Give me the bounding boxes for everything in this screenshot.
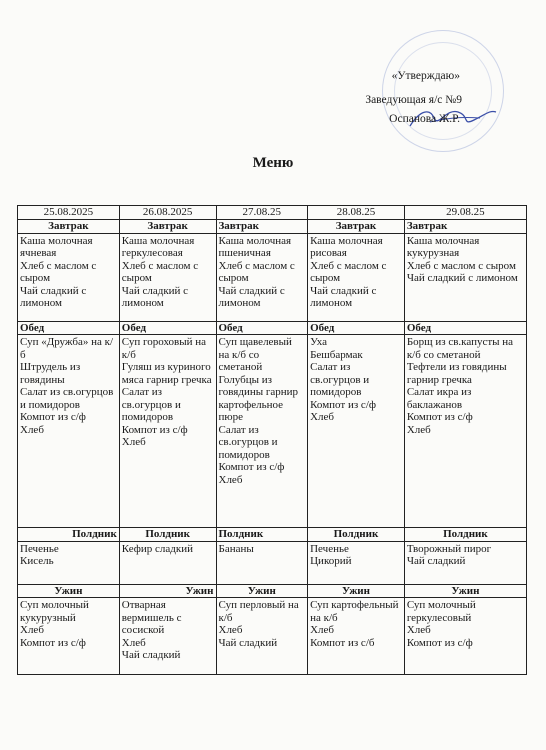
meal-label: Обед (18, 321, 120, 335)
menu-item: Хлеб (310, 411, 335, 423)
menu-item: Суп «Дружба» на к/б (20, 336, 114, 361)
menu-cell (18, 598, 120, 675)
menu-item: Штрудель из говядины (20, 361, 81, 386)
menu-item: Уха (310, 336, 328, 348)
menu-item: Голубцы из говядины гарнир картофельное пюре (218, 373, 299, 423)
menu-cell (216, 541, 308, 584)
menu-cell (404, 598, 526, 675)
menu-cell (404, 541, 526, 584)
meal-label: Завтрак (18, 220, 120, 234)
menu-item: Компот из с/ф (406, 636, 473, 649)
menu-item: Каша молочная пшеничная (218, 234, 292, 259)
menu-cell (308, 233, 405, 321)
menu-cell (216, 598, 308, 675)
menu-item: Бешбармак (310, 348, 363, 361)
menu-item: Суп молочный геркулесовый (406, 599, 476, 624)
menu-item: Чай сладкий с лимоном (121, 284, 189, 309)
menu-item: Хлеб (406, 624, 431, 636)
approval-line-3: Оспанова Ж.Р. (389, 113, 460, 125)
meal-label: Завтрак (119, 220, 216, 234)
menu-item: Хлеб (406, 423, 431, 436)
menu-item: Хлеб с маслом с сыром (310, 259, 387, 284)
menu-item: Хлеб с маслом с сыром (406, 259, 516, 272)
meal-label: Полдник (404, 528, 526, 542)
menu-item: Чай сладкий с лимоном (406, 272, 518, 284)
meal-label: Ужин (216, 584, 308, 598)
menu-item: Кисель (20, 555, 54, 567)
menu-item: Чай сладкий с лимоном (310, 284, 377, 309)
menu-item: Компот из с/ф (20, 636, 86, 649)
meal-label: Обед (404, 321, 526, 335)
meal-label: Полдник (18, 528, 120, 542)
menu-item: Суп картофельный на к/б (310, 599, 399, 624)
menu-item: Тефтели из говядины гарнир гречка (406, 361, 507, 386)
meal-label: Обед (119, 321, 216, 335)
menu-cell (308, 598, 405, 675)
menu-item: Хлеб (121, 636, 146, 649)
menu-cell (18, 541, 120, 584)
menu-item: Чай сладкий с лимоном (20, 284, 87, 309)
menu-item: Хлеб (218, 473, 243, 486)
menu-item: Хлеб (310, 624, 335, 636)
menu-item: Хлеб (121, 436, 146, 448)
menu-cell (308, 335, 405, 528)
menu-item: Творожный пирог (406, 542, 492, 555)
menu-item: Хлеб с маслом с сыром (218, 259, 295, 284)
approval-line-1: «Утверждаю» (391, 70, 460, 82)
meal-label: Ужин (18, 584, 120, 598)
menu-item: Каша молочная рисовая (310, 234, 383, 259)
menu-item: Цикорий (310, 555, 352, 567)
menu-item: Салат икра из баклажанов (406, 386, 472, 411)
menu-item: Компот из с/ф (218, 461, 285, 473)
menu-item: Каша молочная ячневая (20, 234, 93, 259)
menu-cell (119, 233, 216, 321)
menu-item: Каша молочная геркулесовая (121, 234, 195, 259)
menu-cell (404, 233, 526, 321)
menu-item: Чай сладкий (121, 649, 181, 661)
menu-item: Хлеб (218, 624, 243, 636)
menu-item: Компот из с/ф (121, 423, 188, 436)
meal-label: Завтрак (308, 220, 405, 234)
page-title: Меню (252, 155, 294, 171)
menu-item: Компот из с/б (310, 636, 375, 649)
menu-item: Компот из с/ф (20, 411, 86, 423)
menu-item: Чай сладкий с лимоном (218, 284, 285, 309)
meal-label: Полдник (216, 528, 308, 542)
menu-item: Кефир сладкий (121, 542, 193, 555)
date-header: 26.08.2025 (119, 206, 216, 220)
menu-item: Суп перловый на к/б (218, 599, 299, 624)
menu-item: Хлеб (20, 624, 44, 636)
menu-item: Борщ из св.капусты на к/б со сметаной (406, 336, 514, 361)
menu-cell (18, 233, 120, 321)
meal-label: Ужин (404, 584, 526, 598)
menu-table (17, 205, 527, 675)
meal-label: Полдник (119, 528, 216, 542)
menu-item: Печенье (310, 542, 349, 555)
meal-label: Завтрак (404, 220, 526, 234)
meal-label: Полдник (308, 528, 405, 542)
menu-item: Салат из св.огурцов и помидоров (20, 386, 114, 411)
menu-cell (18, 335, 120, 528)
approval-line-2: Заведующая я/с №9 (365, 94, 462, 106)
menu-item: Суп гороховый на к/б (121, 336, 207, 361)
menu-item: Хлеб (20, 423, 44, 436)
menu-item: Хлеб с маслом с сыром (20, 259, 97, 284)
date-header: 25.08.2025 (18, 206, 120, 220)
menu-item: Компот из с/ф (310, 398, 376, 411)
menu-item: Салат из св.огурцов и помидоров (310, 361, 370, 398)
menu-cell (404, 335, 526, 528)
menu-item: Суп молочный кукурузный (20, 599, 89, 624)
menu-cell (119, 541, 216, 584)
menu-item: Чай сладкий (406, 555, 466, 567)
menu-cell (216, 233, 308, 321)
menu-cell (119, 598, 216, 675)
menu-item: Суп щавелевый на к/б со сметаной (218, 336, 292, 373)
menu-cell (216, 335, 308, 528)
menu-cell (119, 335, 216, 528)
meal-label: Обед (216, 321, 308, 335)
date-header: 27.08.25 (216, 206, 308, 220)
menu-item: Компот из с/ф (406, 411, 473, 423)
meal-label: Ужин (308, 584, 405, 598)
menu-item: Каша молочная кукурузная (406, 234, 480, 259)
meal-label: Завтрак (216, 220, 308, 234)
meal-label: Ужин (119, 584, 216, 598)
menu-item: Гуляш из куриного мяса гарнир гречка (121, 361, 212, 386)
date-header: 29.08.25 (404, 206, 526, 220)
date-header: 28.08.25 (308, 206, 405, 220)
menu-item: Отварная вермишель с сосиской (121, 599, 182, 636)
menu-cell (308, 541, 405, 584)
menu-item: Печенье (20, 542, 59, 555)
menu-item: Бананы (218, 542, 254, 555)
meal-label: Обед (308, 321, 405, 335)
menu-item: Хлеб с маслом с сыром (121, 259, 199, 284)
menu-item: Салат из св.огурцов и помидоров (218, 423, 278, 461)
menu-item: Чай сладкий (218, 636, 278, 649)
menu-item: Салат из св.огурцов и помидоров (121, 386, 181, 423)
